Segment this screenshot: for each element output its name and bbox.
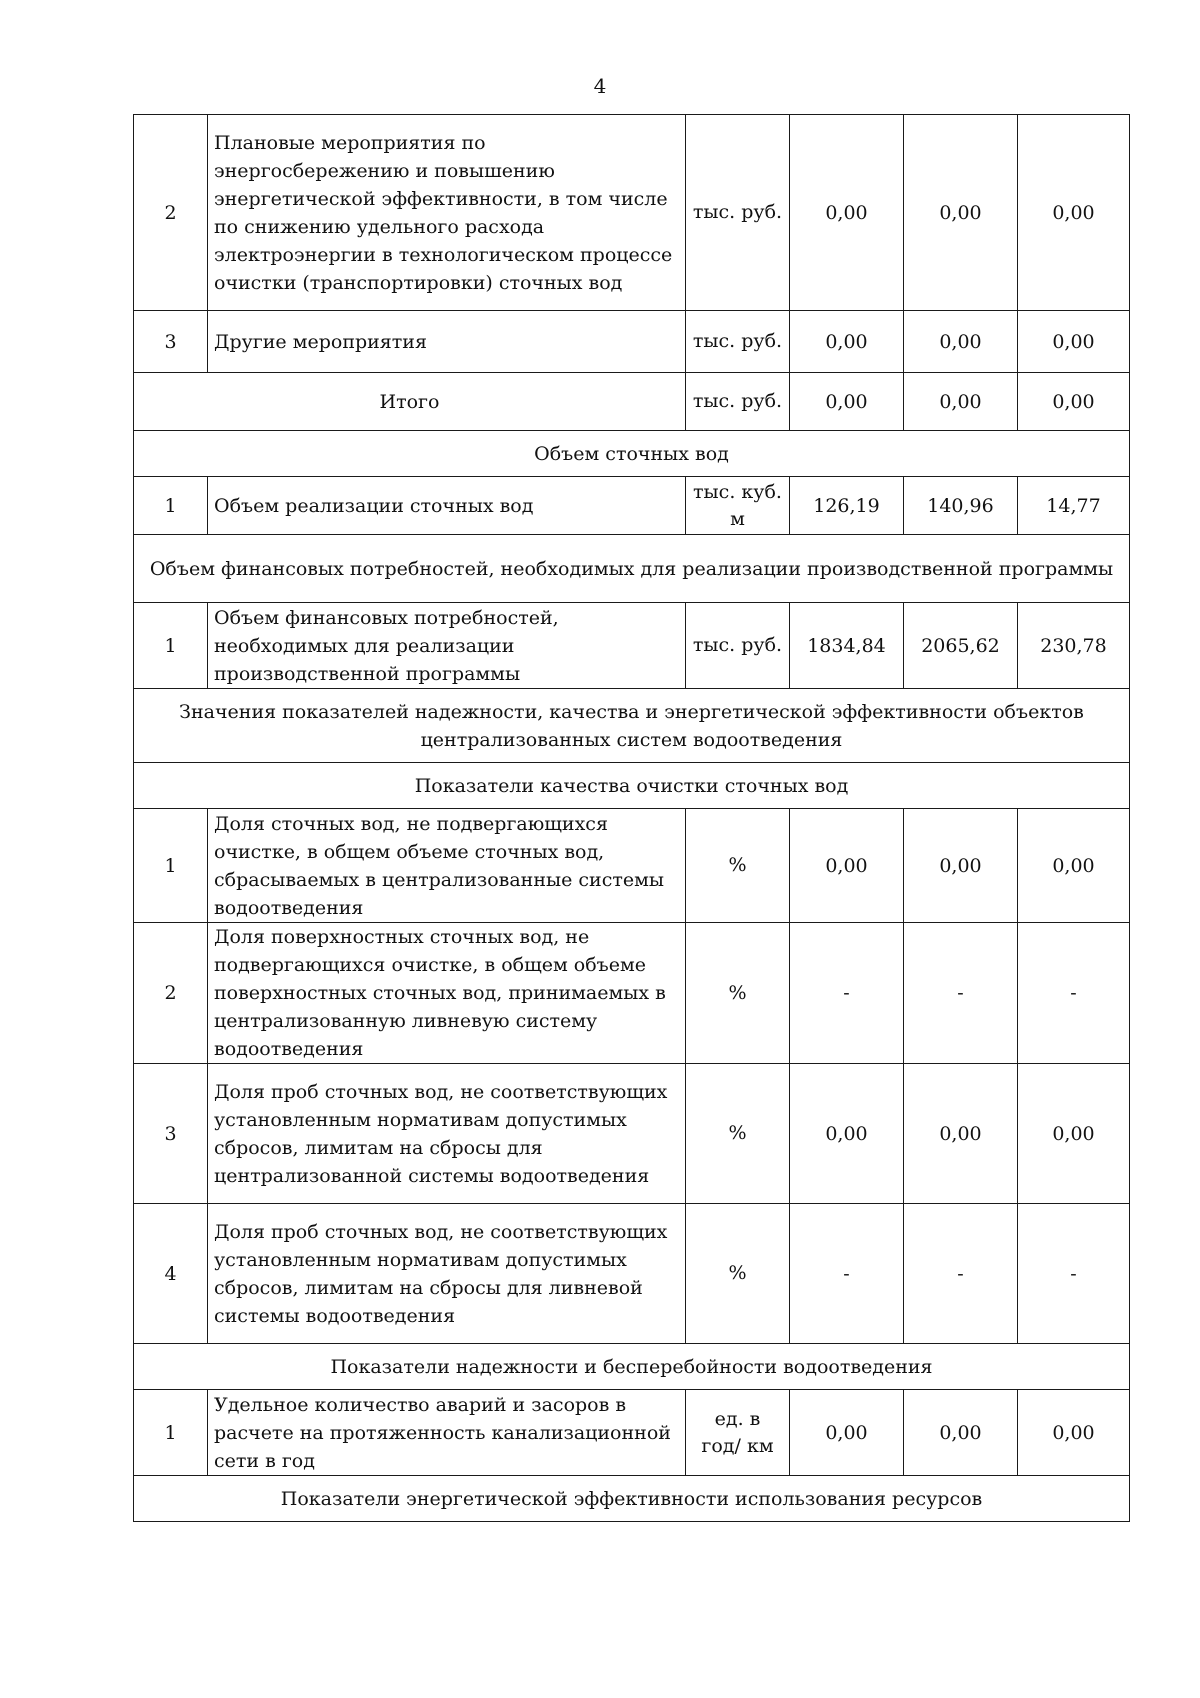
- row-value-1: -: [790, 1204, 904, 1344]
- total-unit: тыс. руб.: [686, 373, 790, 431]
- row-unit: тыс. куб. м: [686, 477, 790, 535]
- table-row: [134, 311, 1130, 373]
- row-value-2: 0,00: [904, 809, 1018, 923]
- section-row: [134, 1344, 1130, 1390]
- row-unit: тыс. руб.: [686, 115, 790, 311]
- total-value-1: 0,00: [790, 373, 904, 431]
- total-value-3: 0,00: [1018, 373, 1130, 431]
- total-label: Итого: [134, 373, 686, 431]
- row-unit: тыс. руб.: [686, 603, 790, 689]
- row-name: Объем финансовых потребностей, необходимых для реализации производственной программы: [208, 603, 686, 689]
- row-value-1: 0,00: [790, 1390, 904, 1476]
- indicators-table: [133, 114, 1130, 1522]
- row-number: 2: [134, 923, 208, 1064]
- row-number: 1: [134, 809, 208, 923]
- row-name: Доля поверхностных сточных вод, не подвергающихся очистке, в общем объеме поверхностных сточных вод, принимаемых в централизованную ливневую систему водоотведения: [208, 923, 686, 1064]
- row-value-2: 0,00: [904, 115, 1018, 311]
- row-number: 1: [134, 603, 208, 689]
- row-value-1: 0,00: [790, 809, 904, 923]
- row-value-1: 0,00: [790, 115, 904, 311]
- table-row: [134, 477, 1130, 535]
- table-row: [134, 809, 1130, 923]
- row-value-1: 0,00: [790, 311, 904, 373]
- row-number: 1: [134, 1390, 208, 1476]
- section-volume-heading: Объем сточных вод: [134, 431, 1130, 477]
- section-row: [134, 1476, 1130, 1522]
- row-value-3: 14,77: [1018, 477, 1130, 535]
- row-unit: %: [686, 1064, 790, 1204]
- table-row: [134, 1390, 1130, 1476]
- row-value-2: 0,00: [904, 1064, 1018, 1204]
- row-name: Объем реализации сточных вод: [208, 477, 686, 535]
- section-row: [134, 689, 1130, 763]
- row-name: Удельное количество аварий и засоров в расчете на протяженность канализационной сети в год: [208, 1390, 686, 1476]
- row-unit: тыс. руб.: [686, 311, 790, 373]
- row-value-2: 0,00: [904, 311, 1018, 373]
- section-row: [134, 763, 1130, 809]
- row-number: 3: [134, 1064, 208, 1204]
- row-value-3: 0,00: [1018, 115, 1130, 311]
- row-value-3: 230,78: [1018, 603, 1130, 689]
- row-unit: %: [686, 809, 790, 923]
- section-reliability-heading: Показатели надежности и бесперебойности водоотведения: [134, 1344, 1130, 1390]
- row-value-1: 0,00: [790, 1064, 904, 1204]
- row-value-2: 2065,62: [904, 603, 1018, 689]
- row-unit: %: [686, 923, 790, 1064]
- row-name: Плановые мероприятия по энергосбережению и повышению энергетической эффективности, в том числе по снижению удельного расхода электроэнергии в технологическом процессе очистки (транспортировки) сточных вод: [208, 115, 686, 311]
- row-value-1: 126,19: [790, 477, 904, 535]
- section-row: [134, 535, 1130, 603]
- section-energy-heading: Показатели энергетической эффективности использования ресурсов: [134, 1476, 1130, 1522]
- row-name: Доля проб сточных вод, не соответствующих установленным нормативам допустимых сбросов, лимитам на сбросы для ливневой системы водоотведения: [208, 1204, 686, 1344]
- row-name: Доля проб сточных вод, не соответствующих установленным нормативам допустимых сбросов, лимитам на сбросы для централизованной системы водоотведения: [208, 1064, 686, 1204]
- row-value-2: -: [904, 923, 1018, 1064]
- row-value-1: -: [790, 923, 904, 1064]
- row-value-2: 0,00: [904, 1390, 1018, 1476]
- section-finance-heading: Объем финансовых потребностей, необходимых для реализации производственной программы: [134, 535, 1130, 603]
- row-value-1: 1834,84: [790, 603, 904, 689]
- section-quality-heading: Показатели качества очистки сточных вод: [134, 763, 1130, 809]
- page-number: 4: [593, 74, 607, 98]
- row-name: Другие мероприятия: [208, 311, 686, 373]
- table-row: [134, 603, 1130, 689]
- row-unit: ед. в год/ км: [686, 1390, 790, 1476]
- total-value-2: 0,00: [904, 373, 1018, 431]
- table-row: [134, 1204, 1130, 1344]
- row-number: 2: [134, 115, 208, 311]
- table-row: [134, 923, 1130, 1064]
- table-row: [134, 1064, 1130, 1204]
- section-indicators-heading: Значения показателей надежности, качества и энергетической эффективности объектов централизованных систем водоотведения: [134, 689, 1130, 763]
- row-value-3: -: [1018, 923, 1130, 1064]
- row-value-2: -: [904, 1204, 1018, 1344]
- row-unit: %: [686, 1204, 790, 1344]
- section-row: [134, 431, 1130, 477]
- total-row: [134, 373, 1130, 431]
- row-value-3: 0,00: [1018, 1390, 1130, 1476]
- row-number: 1: [134, 477, 208, 535]
- table-row: [134, 115, 1130, 311]
- row-name: Доля сточных вод, не подвергающихся очистке, в общем объеме сточных вод, сбрасываемых в централизованные системы водоотведения: [208, 809, 686, 923]
- row-number: 4: [134, 1204, 208, 1344]
- row-value-3: 0,00: [1018, 809, 1130, 923]
- row-value-3: 0,00: [1018, 1064, 1130, 1204]
- row-value-3: 0,00: [1018, 311, 1130, 373]
- row-number: 3: [134, 311, 208, 373]
- row-value-3: -: [1018, 1204, 1130, 1344]
- row-value-2: 140,96: [904, 477, 1018, 535]
